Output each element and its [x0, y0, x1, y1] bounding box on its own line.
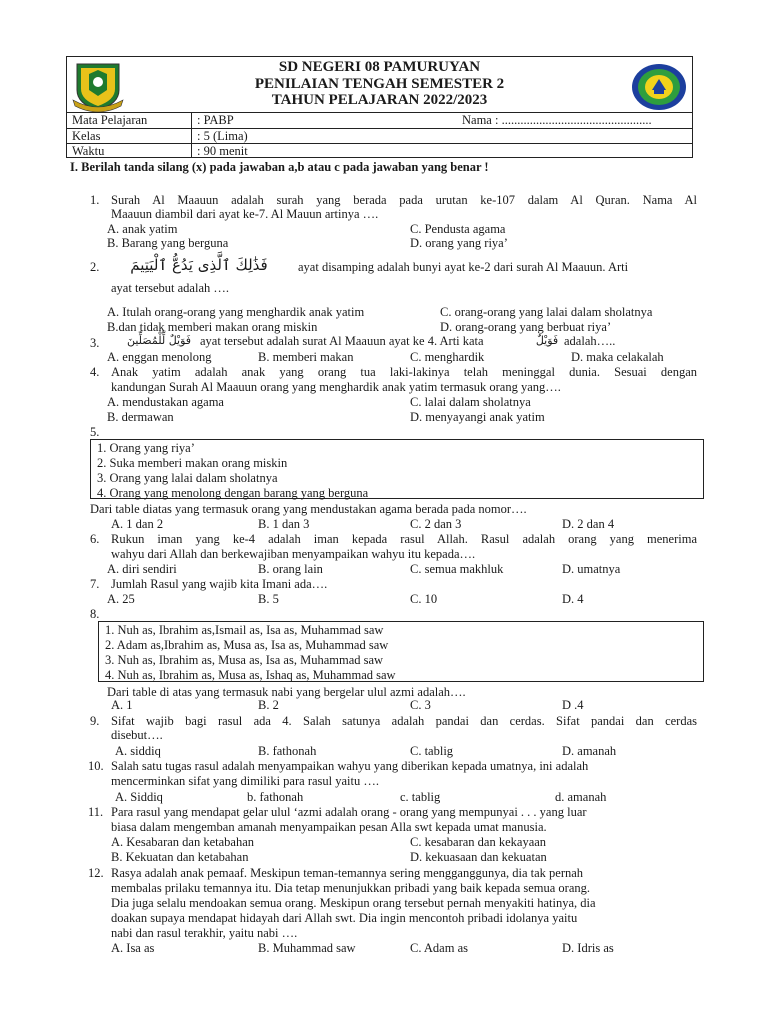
exam-header [66, 56, 693, 113]
statement-item: 3. Orang yang lalai dalam sholatnya [97, 471, 278, 485]
option-a[interactable]: A. siddiq [115, 744, 161, 758]
school-year: TAHUN PELAJARAN 2022/2023 [271, 92, 488, 108]
option-b[interactable]: B. orang lain [258, 562, 323, 576]
question-text: biasa dalam mengemban amanah menyampaikan pesan Alla swt kepada umat manusia. [111, 820, 547, 834]
question-text: Jumlah Rasul yang wajib kita Imani ada…. [111, 577, 328, 591]
school-name: SD NEGERI 08 PAMURUYAN [278, 59, 481, 75]
question-text: ayat tersebut adalah surat Al Maauun ayat ke 4. Arti kata [200, 334, 484, 348]
class-label: Kelas [72, 129, 101, 143]
question-text: membalas prilaku temannya itu. Dia tetap menunjukkan pribadi yang baik kepada semua orang. [111, 881, 591, 895]
class-row [67, 128, 692, 143]
option-b[interactable]: B. 2 [258, 698, 279, 712]
question-number: 12. [88, 866, 104, 880]
option-a[interactable]: A. Itulah orang-orang yang menghardik anak yatim [107, 305, 365, 319]
option-d[interactable]: D. menyayangi anak yatim [410, 410, 545, 424]
option-c[interactable]: C. Pendusta agama [410, 222, 506, 236]
option-c[interactable]: C. Adam as [410, 941, 468, 955]
option-a[interactable]: A. 1 dan 2 [111, 517, 164, 531]
option-b[interactable]: B. 5 [258, 592, 279, 606]
statement-item: 1. Orang yang riya’ [97, 441, 195, 455]
option-c[interactable]: C. 2 dan 3 [410, 517, 462, 531]
question-text: adalah….. [564, 334, 616, 348]
option-d[interactable]: D. 2 dan 4 [562, 517, 615, 531]
option-b[interactable]: B. dermawan [107, 410, 174, 424]
question-text: Rasya adalah anak pemaaf. Meskipun teman-temannya sering mengganggunya, dia tak pernah [111, 866, 584, 880]
question-number: 3. [90, 336, 100, 350]
option-c[interactable]: C. 3 [410, 698, 431, 712]
option-c[interactable]: C. menghardik [410, 350, 485, 364]
option-b[interactable]: B. 1 dan 3 [258, 517, 310, 531]
exam-name: PENILAIAN TENGAH SEMESTER 2 [254, 75, 505, 92]
school-logo-icon [630, 62, 688, 112]
section-instruction: I. Berilah tanda silang (x) pada jawaban a,b atau c pada jawaban yang benar ! [70, 160, 489, 174]
option-a[interactable]: A. 1 [111, 698, 133, 712]
option-a[interactable]: A. Kesabaran dan ketabahan [111, 835, 254, 849]
question-text: kandungan Surah Al Maauun orang yang menghardik anak yatim termasuk orang yang…. [111, 380, 561, 394]
statement-item: 4. Orang yang menolong dengan barang yang berguna [97, 486, 369, 500]
question-text: Dia juga selalu mendoakan semua orang. Meskipun orang tersebut pernah menyakiti hatinya, dia [111, 896, 596, 910]
subject-label: Mata Pelajaran [72, 113, 148, 127]
option-b[interactable]: b. fathonah [247, 790, 304, 804]
statement-item: 2. Suka memberi makan orang miskin [97, 456, 288, 470]
statement-table [90, 439, 704, 499]
option-c[interactable]: C. kesabaran dan kekayaan [410, 835, 547, 849]
subject-value: : PABP [197, 113, 234, 127]
option-c[interactable]: c. tablig [400, 790, 441, 804]
question-text: Sifat wajib bagi rasul ada 4. Salah satunya adalah pandai dan cerdas. Sifat pandai dan cerdas [111, 714, 697, 728]
option-b[interactable]: B. memberi makan [258, 350, 354, 364]
question-text: Dari table di atas yang termasuk nabi yang bergelar ulul azmi adalah…. [107, 685, 466, 699]
option-d[interactable]: D. umatnya [562, 562, 621, 576]
question-number: 8. [90, 607, 100, 621]
question-text: Para rasul yang mendapat gelar ulul ‘azmi adalah orang - orang yang mempunyai . . . yang luar [111, 805, 587, 819]
option-d[interactable]: D. Idris as [562, 941, 614, 955]
name-field[interactable]: Nama : ................................................ [462, 113, 652, 127]
exam-titles [67, 59, 692, 109]
question-text: Maauun diambil dari ayat ke-7. Al Mauun artinya …. [111, 207, 379, 221]
option-d[interactable]: D. maka celakalah [571, 350, 664, 364]
question-number: 1. [90, 193, 100, 207]
question-text: Surah Al Maauun adalah surah yang berada pada urutan ke-107 dalam Al Quran. Nama Al [111, 193, 697, 207]
question-number: 9. [90, 714, 100, 728]
question-text: Rukun iman yang ke-4 adalah iman kepada rasul Allah. Rasul adalah orang yang menerima [111, 532, 697, 546]
option-a[interactable]: A. enggan menolong [107, 350, 212, 364]
question-text: ayat tersebut adalah …. [111, 281, 230, 295]
student-info-table [66, 112, 693, 158]
question-number: 2. [90, 260, 100, 274]
option-c[interactable]: C. 10 [410, 592, 438, 606]
question-text: Dari table diatas yang termasuk orang yang mendustakan agama berada pada nomor…. [90, 502, 527, 516]
option-d[interactable]: D. amanah [562, 744, 617, 758]
question-text: Salah satu tugas rasul adalah menyampaikan wahyu yang diberikan kepada umatnya, ini adalah [111, 759, 589, 773]
question-text: nabi dan rasul terakhir, yaitu nabi …. [111, 926, 298, 940]
question-number: 7. [90, 577, 100, 591]
option-b[interactable]: B. Barang yang berguna [107, 236, 229, 250]
arabic-verse: فَذَٰلِكَ ٱلَّذِى يَدُعُّ ٱلْيَتِيمَ [130, 256, 268, 274]
option-b[interactable]: B.dan tidak memberi makan orang miskin [107, 320, 318, 334]
question-text: wahyu dari Allah dan berkewajiban menyampaikan wahyu itu kepada…. [111, 547, 476, 561]
option-b[interactable]: B. Kekuatan dan ketabahan [111, 850, 249, 864]
question-text: doakan supaya mendapat hidayah dari Allah swt. Dia ingin mencontoh pribadi idolanya yaitu [111, 911, 578, 925]
option-a[interactable]: A. Siddiq [115, 790, 163, 804]
question-text: mencerminkan sifat yang dimiliki para rasul yaitu …. [111, 774, 379, 788]
option-b[interactable]: B. fathonah [258, 744, 317, 758]
option-c[interactable]: C. orang-orang yang lalai dalam sholatnya [440, 305, 653, 319]
arabic-verse: فَوَيْلٌ لِّلْمُصَلِّينَ [126, 334, 192, 347]
question-number: 5. [90, 425, 100, 439]
question-number: 4. [90, 365, 100, 379]
prophets-item: 3. Nuh as, Ibrahim as, Musa as, Isa as, Muhammad saw [105, 653, 384, 667]
question-number: 6. [90, 532, 100, 546]
option-d[interactable]: D. orang yang riya’ [410, 236, 508, 250]
arabic-word: فَوَيْلٌ [535, 334, 559, 347]
option-c[interactable]: C. semua makhluk [410, 562, 504, 576]
option-d[interactable]: d. amanah [555, 790, 607, 804]
prophets-item: 2. Adam as,Ibrahim as, Musa as, Isa as, Muhammad saw [105, 638, 389, 652]
option-a[interactable]: A. anak yatim [107, 222, 178, 236]
prophets-item: 4. Nuh as, Ibrahim as, Musa as, Ishaq as, Muhammad saw [105, 668, 396, 682]
option-c[interactable]: C. lalai dalam sholatnya [410, 395, 531, 409]
option-c[interactable]: C. tablig [410, 744, 454, 758]
time-label: Waktu [72, 144, 105, 158]
question-number: 10. [88, 759, 104, 773]
option-b[interactable]: B. Muhammad saw [258, 941, 356, 955]
subject-row [67, 113, 692, 128]
prophets-item: 1. Nuh as, Ibrahim as,Ismail as, Isa as, Muhammad saw [105, 623, 384, 637]
question-text: disebut…. [111, 728, 163, 742]
option-a[interactable]: A. 25 [107, 592, 135, 606]
option-a[interactable]: A. Isa as [111, 941, 155, 955]
class-value: : 5 (Lima) [197, 129, 248, 143]
option-d[interactable]: D. 4 [562, 592, 584, 606]
option-d[interactable]: D .4 [562, 698, 584, 712]
prophets-table [98, 621, 704, 682]
time-row [67, 143, 692, 158]
question-number: 11. [88, 805, 104, 819]
option-d[interactable]: D. kekuasaan dan kekuatan [410, 850, 547, 864]
time-value: : 90 menit [197, 144, 248, 158]
option-d[interactable]: D. orang-orang yang berbuat riya’ [440, 320, 612, 334]
option-a[interactable]: A. mendustakan agama [107, 395, 224, 409]
question-text: Anak yatim adalah anak yang orang tua laki-lakinya telah meninggal dunia. Sesuai dengan [111, 365, 697, 379]
question-text: ayat disamping adalah bunyi ayat ke-2 dari surah Al Maauun. Arti [298, 260, 629, 274]
option-a[interactable]: A. diri sendiri [107, 562, 177, 576]
